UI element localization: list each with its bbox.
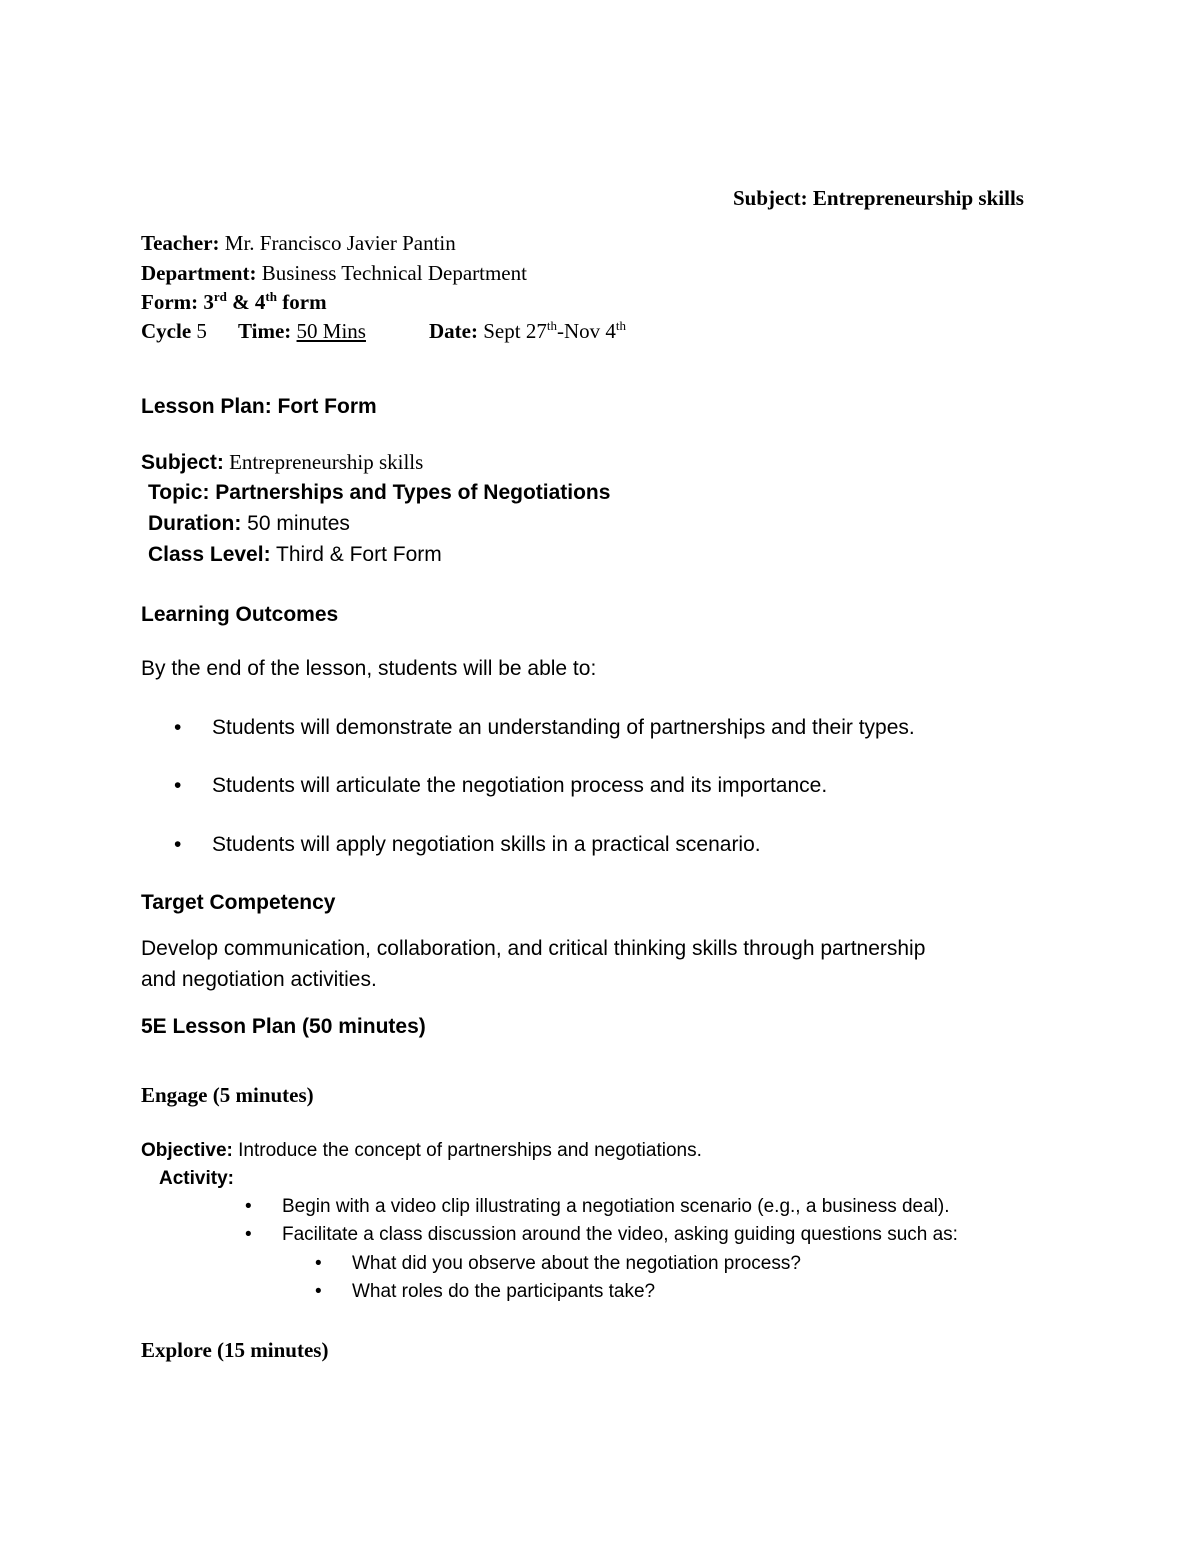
engage-objective-line	[141, 1140, 702, 1162]
class-level-value: Third & Fort Form	[276, 543, 442, 566]
date-field	[429, 319, 626, 344]
time-value: 50 Mins	[296, 319, 366, 343]
header-subject-label: Subject:	[733, 186, 808, 210]
engage-activity-label	[159, 1168, 234, 1190]
learning-outcomes-heading	[141, 603, 338, 627]
bullet-icon: •	[315, 1281, 322, 1302]
engage-activity-item: Begin with a video clip illustrating a negotiation scenario (e.g., a business deal).	[282, 1196, 950, 1217]
duration-line	[148, 512, 350, 536]
lesson-subject-label: Subject:	[141, 451, 224, 474]
date-label: Date:	[429, 319, 478, 343]
topic-line	[148, 481, 610, 505]
learning-outcome-item: Students will apply negotiation skills in a practical scenario.	[212, 833, 761, 856]
target-competency-line-2: and negotiation activities.	[141, 968, 377, 991]
engage-activity-label-text: Activity:	[159, 1168, 234, 1189]
department-value: Business Technical Department	[261, 261, 527, 285]
lesson-plan-title-text: Lesson Plan: Fort Form	[141, 395, 377, 418]
engage-heading	[141, 1083, 314, 1108]
bullet-icon: •	[174, 774, 182, 797]
class-level-label: Class Level:	[148, 543, 271, 566]
date-end: -Nov 4	[556, 319, 616, 343]
lesson-subject-line	[141, 450, 423, 475]
lesson-subject-value: Entrepreneurship skills	[229, 450, 424, 474]
engage-heading-text: Engage (5 minutes)	[141, 1083, 314, 1107]
five-e-heading-text: 5E Lesson Plan (50 minutes)	[141, 1015, 426, 1038]
form-suffix: form	[282, 290, 327, 314]
learning-outcomes-intro: By the end of the lesson, students will be able to:	[141, 657, 597, 680]
learning-outcome-item: Students will articulate the negotiation process and its importance.	[212, 774, 828, 797]
target-competency-line-1: Develop communication, collaboration, and critical thinking skills through partnership	[141, 937, 926, 960]
teacher-label: Teacher:	[141, 231, 220, 255]
time-field	[238, 319, 366, 344]
cycle-value: 5	[196, 319, 207, 343]
cycle-line	[141, 319, 207, 344]
learning-outcome-item: Students will demonstrate an understanding of partnerships and their types.	[212, 716, 915, 739]
target-competency-heading	[141, 891, 336, 915]
teacher-line	[141, 231, 456, 256]
teacher-value: Mr. Francisco Javier Pantin	[224, 231, 456, 255]
class-level-line	[148, 543, 442, 567]
form-line	[141, 290, 327, 315]
form-sup-2: th	[265, 289, 277, 304]
five-e-heading	[141, 1015, 426, 1039]
engage-question-item: What did you observe about the negotiation process?	[352, 1253, 801, 1274]
bullet-icon: •	[245, 1196, 252, 1217]
engage-objective-label: Objective:	[141, 1140, 233, 1161]
form-sup-1: rd	[213, 289, 227, 304]
lesson-plan-title	[141, 395, 377, 419]
form-value-2: 4	[254, 290, 266, 314]
cycle-label: Cycle	[141, 319, 192, 343]
header-subject-value: Entrepreneurship skills	[812, 186, 1024, 210]
bullet-icon: •	[174, 716, 182, 739]
form-amp: &	[232, 290, 250, 314]
engage-objective-value: Introduce the concept of partnerships and negotiations.	[238, 1140, 702, 1161]
explore-heading	[141, 1338, 328, 1363]
topic-label: Topic: Partnerships and Types of Negotiations	[148, 481, 611, 504]
bullet-icon: •	[174, 833, 182, 856]
explore-heading-text: Explore (15 minutes)	[141, 1338, 329, 1362]
time-label: Time:	[238, 319, 292, 343]
duration-value: 50 minutes	[247, 512, 350, 535]
date-start: Sept 27	[483, 319, 547, 343]
department-line	[141, 261, 527, 286]
bullet-icon: •	[245, 1224, 252, 1245]
learning-outcomes-heading-text: Learning Outcomes	[141, 603, 339, 626]
date-end-sup: th	[615, 318, 626, 333]
form-label: Form:	[141, 290, 199, 314]
engage-question-item: What roles do the participants take?	[352, 1281, 656, 1302]
bullet-icon: •	[315, 1253, 322, 1274]
header-subject	[733, 186, 1024, 211]
date-start-sup: th	[546, 318, 557, 333]
duration-label: Duration:	[148, 512, 242, 535]
target-competency-heading-text: Target Competency	[141, 891, 336, 914]
department-label: Department:	[141, 261, 257, 285]
engage-activity-item: Facilitate a class discussion around the video, asking guiding questions such as:	[282, 1224, 958, 1245]
form-value-1: 3	[203, 290, 214, 314]
